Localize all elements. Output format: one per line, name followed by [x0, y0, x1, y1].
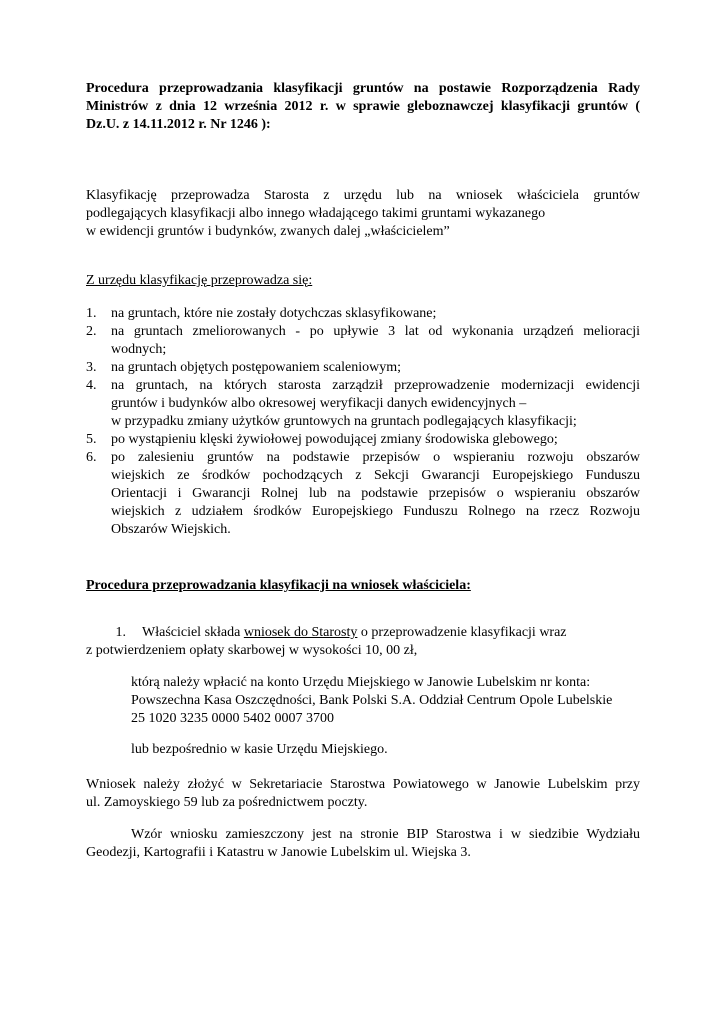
list-item-number: 1.: [86, 306, 97, 321]
list-item-line: w przypadku zmiany użytków gruntowych na gruntach podlegających klasyfikacji;: [111, 414, 577, 429]
list-item-line: Obszarów Wiejskich.: [111, 522, 231, 537]
step-1: [86, 624, 640, 660]
list-item-line: na gruntach, na których starosta zarządził przeprowadzenie modernizacji ewidencji: [111, 378, 640, 393]
list-item-line: Orientacji i Gwarancji Rolnej lub na podstawie przepisów o wspieraniu obszarów: [111, 486, 640, 501]
list-item: [86, 449, 640, 539]
list-item-line: wodnych;: [111, 342, 167, 357]
list-item-line: na gruntach zmeliorowanych - po upływie 3 lat od wykonania urządzeń melioracji: [111, 324, 640, 339]
step-text-after: o przeprowadzenie klasyfikacji wraz: [357, 625, 567, 640]
step-text-before: Właściciel składa: [142, 625, 244, 640]
main-title: [86, 80, 640, 134]
main-title-line-2: Ministrów z dnia 12 września 2012 r. w sprawie gleboznawczej klasyfikacji gruntów (: [86, 99, 640, 114]
payment-line-1: którą należy wpłacić na konto Urzędu Miejskiego w Janowie Lubelskim nr konta:: [131, 675, 591, 690]
request-form-link[interactable]: wniosek do Starosty: [243, 625, 358, 640]
step-number: 1.: [115, 625, 126, 640]
list-item-number: 2.: [86, 324, 97, 339]
list-item: [86, 323, 640, 359]
intro-line-3: w ewidencji gruntów i budynków, zwanych dalej „właścicielem”: [86, 224, 450, 239]
owner-request-procedure-heading: Procedura przeprowadzania klasyfikacji na wniosek właściciela:: [86, 578, 471, 593]
list-item-line: na gruntach, które nie zostały dotychczas sklasyfikowane;: [111, 306, 437, 321]
ex-officio-list: [86, 305, 640, 539]
ex-officio-heading: Z urzędu klasyfikację przeprowadza się:: [86, 273, 313, 288]
list-item-number: 4.: [86, 378, 97, 393]
submission-line-2: ul. Zamoyskiego 59 lub za pośrednictwem poczty.: [86, 795, 368, 810]
template-line-1: Wzór wniosku zamieszczony jest na stronie BIP Starostwa i w siedzibie Wydziału: [131, 827, 640, 842]
list-item: [86, 431, 640, 449]
submission-line-1: Wniosek należy złożyć w Sekretariacie Starostwa Powiatowego w Janowie Lubelskim przy: [86, 777, 640, 792]
list-item-number: 3.: [86, 360, 97, 375]
submission-info: [86, 776, 640, 812]
intro-line-1: Klasyfikację przeprowadza Starosta z urzędu lub na wniosek właściciela gruntów: [86, 188, 640, 203]
main-title-line-3: Dz.U. z 14.11.2012 r. Nr 1246 ):: [86, 117, 271, 132]
step-line-2: z potwierdzeniem opłaty skarbowej w wysokości 10, 00 zł,: [86, 643, 418, 658]
bank-account-number: 25 1020 3235 0000 5402 0007 3700: [131, 711, 334, 726]
template-line-2: Geodezji, Kartografii i Katastru w Janowie Lubelskim ul. Wiejska 3.: [86, 845, 471, 860]
list-item-number: 5.: [86, 432, 97, 447]
list-item: [86, 359, 640, 377]
intro-line-2: podlegających klasyfikacji albo innego władającego takimi gruntami wykazanego: [86, 206, 546, 221]
list-item-line: wiejskich z udziałem środków Europejskiego Funduszu Rolnego na rzecz Rozwoju: [111, 504, 640, 519]
list-item: [86, 305, 640, 323]
main-title-line-1: Procedura przeprowadzania klasyfikacji gruntów na postawie Rozporządzenia Rady: [86, 81, 640, 96]
list-item-line: po zalesieniu gruntów na podstawie przepisów o wspieraniu rozwoju obszarów: [111, 450, 640, 465]
list-item-line: wiejskich ze środków pochodzących z Sekcji Gwarancji Europejskiego Funduszu: [111, 468, 640, 483]
cash-desk-option: lub bezpośrednio w kasie Urzędu Miejskiego.: [131, 742, 388, 757]
list-item: [86, 377, 640, 431]
list-item-line: po wystąpieniu klęski żywiołowej powodującej zmiany środowiska glebowego;: [111, 432, 558, 447]
list-item-number: 6.: [86, 450, 97, 465]
payment-line-2: Powszechna Kasa Oszczędności, Bank Polski S.A. Oddział Centrum Opole Lubelskie: [131, 693, 613, 708]
template-info: [86, 826, 640, 862]
payment-details: [131, 674, 640, 728]
intro-paragraph: [86, 187, 640, 241]
list-item-line: gruntów i budynków albo okresowej weryfikacji danych ewidencyjnych –: [111, 396, 527, 411]
list-item-line: na gruntach objętych postępowaniem scaleniowym;: [111, 360, 402, 375]
